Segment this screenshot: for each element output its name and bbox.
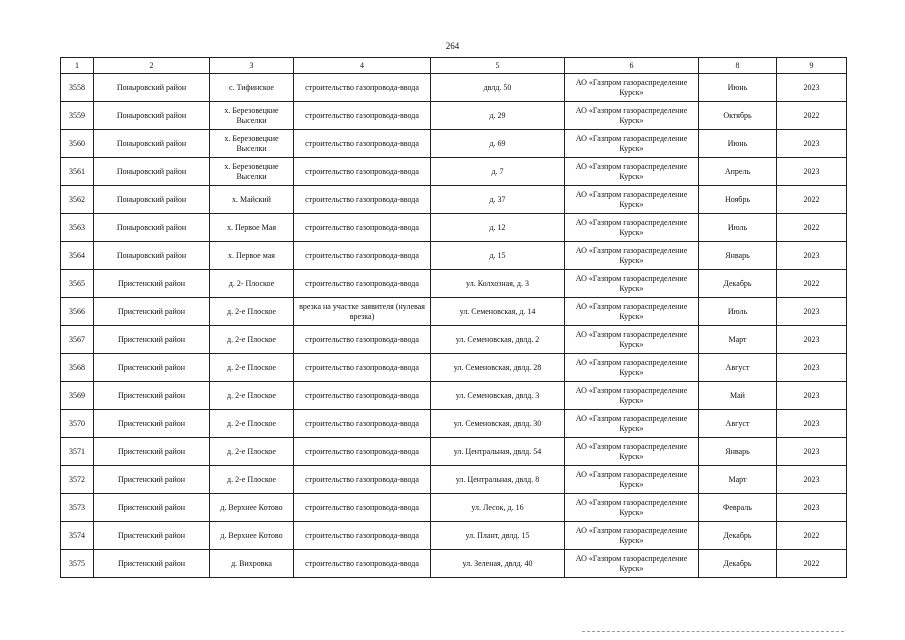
column-header-3: 3 xyxy=(210,58,294,74)
organization-cell: АО «Газпром газораспределение Курск» xyxy=(565,74,699,102)
settlement-cell: х. Первое Мая xyxy=(210,214,294,242)
table-row xyxy=(61,466,847,494)
table-header xyxy=(61,58,847,74)
address-cell: д. 37 xyxy=(431,186,565,214)
work-type-cell: строительство газопровода-ввода xyxy=(294,102,431,130)
settlement-cell: д. 2-е Плоское xyxy=(210,410,294,438)
organization-cell: АО «Газпром газораспределение Курск» xyxy=(565,242,699,270)
district-cell: Поныровский район xyxy=(94,242,210,270)
district-cell: Поныровский район xyxy=(94,74,210,102)
work-type-cell: строительство газопровода-ввода xyxy=(294,130,431,158)
month-cell: Июнь xyxy=(699,74,777,102)
district-cell: Пристенский район xyxy=(94,550,210,578)
settlement-cell: д. 2-е Плоское xyxy=(210,382,294,410)
work-type-cell: строительство газопровода-ввода xyxy=(294,522,431,550)
work-type-cell: строительство газопровода-ввода xyxy=(294,186,431,214)
district-cell: Поныровский район xyxy=(94,130,210,158)
month-cell: Октябрь xyxy=(699,102,777,130)
work-type-cell: врезка на участке заявителя (нулевая врезка) xyxy=(294,298,431,326)
district-cell: Пристенский район xyxy=(94,438,210,466)
district-cell: Поныровский район xyxy=(94,158,210,186)
address-cell: ул. Центральная, двлд. 54 xyxy=(431,438,565,466)
district-cell: Поныровский район xyxy=(94,186,210,214)
year-cell: 2023 xyxy=(777,298,847,326)
month-cell: Июль xyxy=(699,298,777,326)
column-header-5: 5 xyxy=(431,58,565,74)
work-type-cell: строительство газопровода-ввода xyxy=(294,438,431,466)
work-type-cell: строительство газопровода-ввода xyxy=(294,242,431,270)
month-cell: Июнь xyxy=(699,130,777,158)
organization-cell: АО «Газпром газораспределение Курск» xyxy=(565,382,699,410)
settlement-cell: х. Березовецкие Выселки xyxy=(210,158,294,186)
district-cell: Пристенский район xyxy=(94,354,210,382)
work-type-cell: строительство газопровода-ввода xyxy=(294,410,431,438)
year-cell: 2023 xyxy=(777,382,847,410)
address-cell: ул. Семеновская, двлд. 28 xyxy=(431,354,565,382)
settlement-cell: х. Березовецкие Выселки xyxy=(210,130,294,158)
settlement-cell: х. Березовецкие Выселки xyxy=(210,102,294,130)
table-row xyxy=(61,438,847,466)
table-row xyxy=(61,186,847,214)
month-cell: Март xyxy=(699,326,777,354)
gas-connection-registry-table xyxy=(60,57,847,578)
address-cell: ул. Плант, двлд. 15 xyxy=(431,522,565,550)
column-header-2: 2 xyxy=(94,58,210,74)
year-cell: 2023 xyxy=(777,410,847,438)
settlement-cell: д. Вихровка xyxy=(210,550,294,578)
work-type-cell: строительство газопровода-ввода xyxy=(294,74,431,102)
month-cell: Декабрь xyxy=(699,522,777,550)
row-number-cell: 3558 xyxy=(61,74,94,102)
row-number-cell: 3573 xyxy=(61,494,94,522)
bottom-scan-mark xyxy=(582,631,844,634)
month-cell: Декабрь xyxy=(699,550,777,578)
table-row xyxy=(61,130,847,158)
month-cell: Февраль xyxy=(699,494,777,522)
address-cell: д. 15 xyxy=(431,242,565,270)
year-cell: 2023 xyxy=(777,354,847,382)
row-number-cell: 3563 xyxy=(61,214,94,242)
district-cell: Пристенский район xyxy=(94,326,210,354)
month-cell: Январь xyxy=(699,242,777,270)
work-type-cell: строительство газопровода-ввода xyxy=(294,466,431,494)
table-row xyxy=(61,382,847,410)
year-cell: 2022 xyxy=(777,270,847,298)
settlement-cell: х. Майский xyxy=(210,186,294,214)
work-type-cell: строительство газопровода-ввода xyxy=(294,382,431,410)
row-number-cell: 3569 xyxy=(61,382,94,410)
settlement-cell: х. Первое мая xyxy=(210,242,294,270)
organization-cell: АО «Газпром газораспределение Курск» xyxy=(565,158,699,186)
organization-cell: АО «Газпром газораспределение Курск» xyxy=(565,494,699,522)
year-cell: 2023 xyxy=(777,74,847,102)
organization-cell: АО «Газпром газораспределение Курск» xyxy=(565,550,699,578)
district-cell: Пристенский район xyxy=(94,494,210,522)
year-cell: 2023 xyxy=(777,466,847,494)
address-cell: ул. Семеновская, двлд. 30 xyxy=(431,410,565,438)
organization-cell: АО «Газпром газораспределение Курск» xyxy=(565,522,699,550)
settlement-cell: д. 2-е Плоское xyxy=(210,438,294,466)
table-row xyxy=(61,298,847,326)
settlement-cell: д. Верхнее Котово xyxy=(210,494,294,522)
column-header-1: 1 xyxy=(61,58,94,74)
month-cell: Январь xyxy=(699,438,777,466)
month-cell: Декабрь xyxy=(699,270,777,298)
table-row xyxy=(61,550,847,578)
organization-cell: АО «Газпром газораспределение Курск» xyxy=(565,298,699,326)
page-number: 264 xyxy=(445,41,460,51)
settlement-cell: д. 2-е Плоское xyxy=(210,466,294,494)
address-cell: д. 29 xyxy=(431,102,565,130)
year-cell: 2022 xyxy=(777,550,847,578)
settlement-cell: д. 2-е Плоское xyxy=(210,298,294,326)
row-number-cell: 3562 xyxy=(61,186,94,214)
address-cell: двлд. 50 xyxy=(431,74,565,102)
table-row xyxy=(61,158,847,186)
address-cell: д. 12 xyxy=(431,214,565,242)
address-cell: ул. Семеновская, двлд. 3 xyxy=(431,382,565,410)
organization-cell: АО «Газпром газораспределение Курск» xyxy=(565,130,699,158)
row-number-cell: 3559 xyxy=(61,102,94,130)
table-row xyxy=(61,522,847,550)
row-number-cell: 3574 xyxy=(61,522,94,550)
work-type-cell: строительство газопровода-ввода xyxy=(294,214,431,242)
month-cell: Апрель xyxy=(699,158,777,186)
column-header-6: 6 xyxy=(565,58,699,74)
work-type-cell: строительство газопровода-ввода xyxy=(294,158,431,186)
settlement-cell: д. Верхнее Котово xyxy=(210,522,294,550)
district-cell: Поныровский район xyxy=(94,214,210,242)
header-row xyxy=(61,58,847,74)
organization-cell: АО «Газпром газораспределение Курск» xyxy=(565,270,699,298)
work-type-cell: строительство газопровода-ввода xyxy=(294,494,431,522)
year-cell: 2023 xyxy=(777,326,847,354)
table-row xyxy=(61,326,847,354)
row-number-cell: 3575 xyxy=(61,550,94,578)
year-cell: 2023 xyxy=(777,438,847,466)
district-cell: Пристенский район xyxy=(94,270,210,298)
table-row xyxy=(61,242,847,270)
organization-cell: АО «Газпром газораспределение Курск» xyxy=(565,354,699,382)
district-cell: Поныровский район xyxy=(94,102,210,130)
settlement-cell: д. 2- Плоское xyxy=(210,270,294,298)
settlement-cell: д. 2-е Плоское xyxy=(210,354,294,382)
district-cell: Пристенский район xyxy=(94,410,210,438)
address-cell: д. 69 xyxy=(431,130,565,158)
year-cell: 2023 xyxy=(777,494,847,522)
district-cell: Пристенский район xyxy=(94,466,210,494)
settlement-cell: с. Тифинское xyxy=(210,74,294,102)
address-cell: д. 7 xyxy=(431,158,565,186)
settlement-cell: д. 2-е Плоское xyxy=(210,326,294,354)
row-number-cell: 3568 xyxy=(61,354,94,382)
address-cell: ул. Семеновская, двлд. 2 xyxy=(431,326,565,354)
month-cell: Март xyxy=(699,466,777,494)
year-cell: 2022 xyxy=(777,214,847,242)
table-row xyxy=(61,410,847,438)
district-cell: Пристенский район xyxy=(94,522,210,550)
address-cell: ул. Семеновская, д. 14 xyxy=(431,298,565,326)
month-cell: Май xyxy=(699,382,777,410)
year-cell: 2023 xyxy=(777,158,847,186)
row-number-cell: 3561 xyxy=(61,158,94,186)
address-cell: ул. Центральная, двлд. 8 xyxy=(431,466,565,494)
organization-cell: АО «Газпром газораспределение Курск» xyxy=(565,466,699,494)
column-header-4: 4 xyxy=(294,58,431,74)
organization-cell: АО «Газпром газораспределение Курск» xyxy=(565,186,699,214)
year-cell: 2023 xyxy=(777,130,847,158)
work-type-cell: строительство газопровода-ввода xyxy=(294,550,431,578)
organization-cell: АО «Газпром газораспределение Курск» xyxy=(565,438,699,466)
row-number-cell: 3564 xyxy=(61,242,94,270)
row-number-cell: 3571 xyxy=(61,438,94,466)
row-number-cell: 3560 xyxy=(61,130,94,158)
row-number-cell: 3566 xyxy=(61,298,94,326)
month-cell: Август xyxy=(699,354,777,382)
table-row xyxy=(61,494,847,522)
table-row xyxy=(61,214,847,242)
row-number-cell: 3570 xyxy=(61,410,94,438)
organization-cell: АО «Газпром газораспределение Курск» xyxy=(565,214,699,242)
column-header-8: 8 xyxy=(699,58,777,74)
row-number-cell: 3565 xyxy=(61,270,94,298)
district-cell: Пристенский район xyxy=(94,382,210,410)
table-row xyxy=(61,270,847,298)
table-row xyxy=(61,74,847,102)
table-body xyxy=(61,74,847,578)
work-type-cell: строительство газопровода-ввода xyxy=(294,270,431,298)
address-cell: ул. Лесок, д. 16 xyxy=(431,494,565,522)
work-type-cell: строительство газопровода-ввода xyxy=(294,354,431,382)
row-number-cell: 3572 xyxy=(61,466,94,494)
row-number-cell: 3567 xyxy=(61,326,94,354)
year-cell: 2022 xyxy=(777,522,847,550)
year-cell: 2023 xyxy=(777,242,847,270)
organization-cell: АО «Газпром газораспределение Курск» xyxy=(565,326,699,354)
month-cell: Август xyxy=(699,410,777,438)
table-row xyxy=(61,354,847,382)
year-cell: 2022 xyxy=(777,186,847,214)
organization-cell: АО «Газпром газораспределение Курск» xyxy=(565,102,699,130)
month-cell: Июль xyxy=(699,214,777,242)
address-cell: ул. Зеленая, двлд. 40 xyxy=(431,550,565,578)
month-cell: Ноябрь xyxy=(699,186,777,214)
column-header-9: 9 xyxy=(777,58,847,74)
organization-cell: АО «Газпром газораспределение Курск» xyxy=(565,410,699,438)
table-row xyxy=(61,102,847,130)
address-cell: ул. Колхозная, д. 3 xyxy=(431,270,565,298)
district-cell: Пристенский район xyxy=(94,298,210,326)
year-cell: 2022 xyxy=(777,102,847,130)
work-type-cell: строительство газопровода-ввода xyxy=(294,326,431,354)
